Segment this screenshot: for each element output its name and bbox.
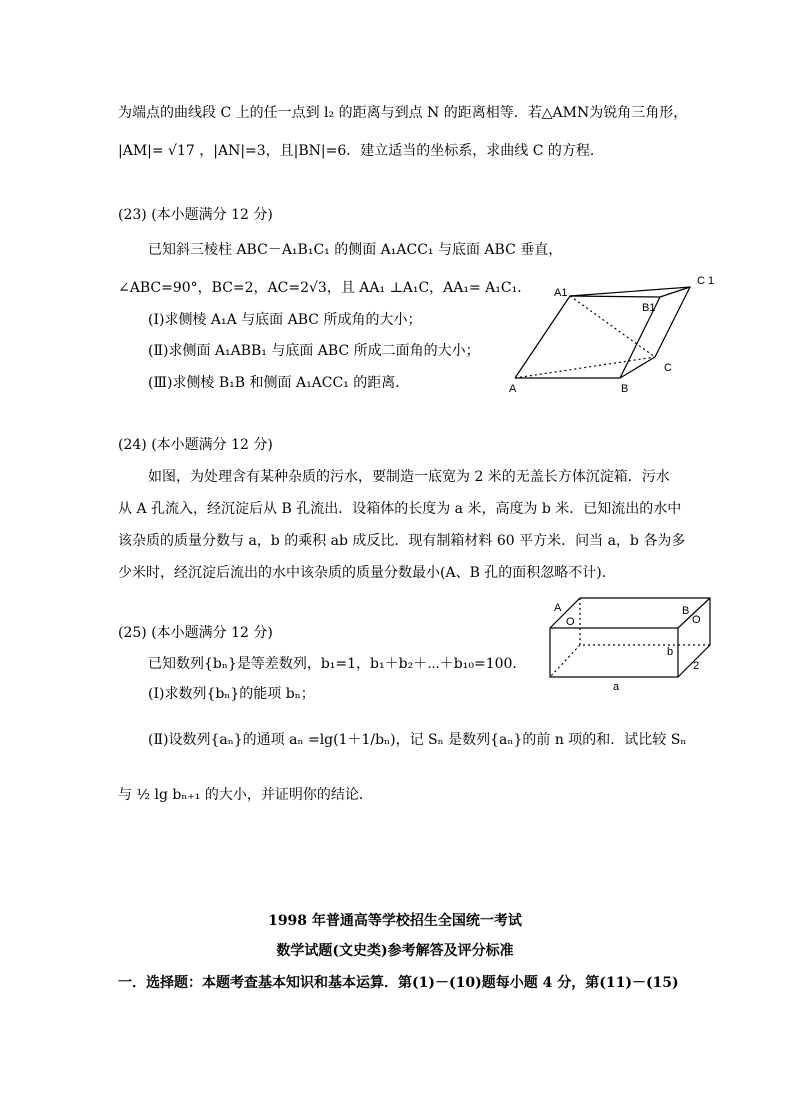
answers-title1: 1998 年普通高等学校招生全国统一考试 <box>268 913 522 929</box>
box-label-B: B <box>682 605 690 617</box>
box-label-O1: O <box>566 616 575 628</box>
q25-header: (25) (本小题满分 12 分) <box>118 625 273 641</box>
label-A: A <box>509 383 517 395</box>
q24-line1: 如图，为处理含有某种杂质的污水，要制造一底宽为 2 米的无盖长方体沉淀箱．污水 <box>148 469 670 485</box>
q24-line3: 该杂质的质量分数与 a，b 的乘积 ab 成反比．现有制箱材料 60 平方米．问当 a，b 各为多 <box>118 533 686 549</box>
box-label-A: A <box>554 602 562 614</box>
label-B: B <box>621 383 629 395</box>
q22-line2: |AM|= √17 ，|AN|=3，且|BN|=6．建立适当的坐标系，求曲线 C 的方程． <box>118 143 604 159</box>
q23-line2: ∠ABC=90°，BC=2，AC=2√3，且 AA₁ ⊥A₁C，AA₁= A₁C₁． <box>118 280 532 296</box>
q23-line1: 已知斜三棱柱 ABC－A₁B₁C₁ 的侧面 A₁ACC₁ 与底面 ABC 垂直， <box>148 242 563 258</box>
q24-line4: 少米时，经沉淀后流出的水中该杂质的质量分数最小(A、B 孔的面积忽略不计)． <box>118 565 616 581</box>
box-label-a: a <box>613 681 620 693</box>
q23-part2: (Ⅱ)求侧面 A₁ABB₁ 与底面 ABC 所成二面角的大小； <box>148 343 480 359</box>
answers-section1: 一．选择题：本题考查基本知识和基本运算．第(1)－(10)题每小题 4 分，第(11)－(15) <box>118 975 679 991</box>
q23-part3: (Ⅲ)求侧棱 B₁B 和侧面 A₁ACC₁ 的距离． <box>148 375 410 391</box>
box-label-b: b <box>667 646 674 658</box>
q25-part2: (Ⅱ)设数列{aₙ}的通项 aₙ =lg(1＋1/bₙ)，记 Sₙ 是数列{aₙ}的前 n 项的和．试比较 Sₙ <box>148 732 687 748</box>
q25-part1: (Ⅰ)求数列{bₙ}的能项 bₙ； <box>148 686 315 702</box>
box-label-O2: O <box>692 614 701 626</box>
box-label-2: 2 <box>693 660 700 672</box>
q25-part2b: 与 ½ lg bₙ₊₁ 的大小，并证明你的结论． <box>118 787 373 803</box>
label-A1: A1 <box>554 287 568 299</box>
q24-header: (24) (本小题满分 12 分) <box>118 437 273 453</box>
answers-title2: 数学试题(文史类)参考解答及评分标准 <box>276 943 514 959</box>
q25-line1: 已知数列{bₙ}是等差数列，b₁=1，b₁＋b₂＋⋯＋b₁₀=100． <box>148 656 527 672</box>
q23-header: (23) (本小题满分 12 分) <box>118 207 273 223</box>
q23-part1: (Ⅰ)求侧棱 A₁A 与底面 ABC 所成角的大小； <box>148 312 422 328</box>
label-C1: C 1 <box>697 275 715 287</box>
q24-line2: 从 A 孔流入，经沉淀后从 B 孔流出．设箱体的长度为 a 米，高度为 b 米．已知流出的水中 <box>118 501 682 517</box>
q22-line1: 为端点的曲线段 C 上的任一点到 l₂ 的距离与到点 N 的距离相等．若△AMN为锐角三角形， <box>118 105 688 121</box>
label-C: C <box>664 362 672 374</box>
label-B1: B1 <box>642 302 656 314</box>
